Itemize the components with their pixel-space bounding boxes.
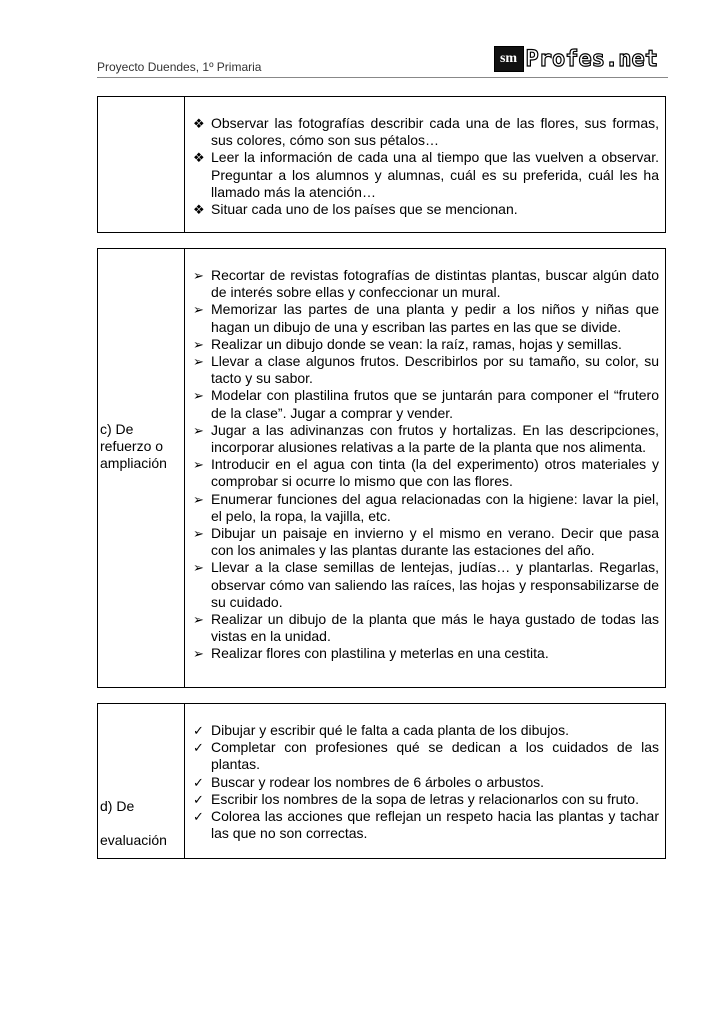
arrow-bullet-icon: ➢ — [193, 560, 204, 576]
list-item: ➢ Realizar un dibujo de la planta que más le haya gustado de todas las vistas en la unidad. — [193, 611, 659, 645]
content-cell — [185, 97, 665, 232]
activity-list — [191, 267, 659, 663]
list-item: ✓ Buscar y rodear los nombres de 6 árboles o arbustos. — [193, 773, 545, 790]
activity-list — [191, 115, 659, 218]
arrow-bullet-icon: ➢ — [193, 268, 204, 283]
list-item: ❖ Situar cada uno de los países que se mencionan. — [193, 201, 518, 218]
section-label: c) De refuerzo o ampliación — [100, 421, 167, 471]
arrow-bullet-icon: ➢ — [193, 526, 204, 542]
list-item: ✓ Escribir los nombres de la sopa de letras y relacionarlos con su fruto. — [193, 790, 639, 807]
check-bullet-icon: ✓ — [193, 809, 204, 825]
profes-net-logo — [494, 44, 658, 74]
list-item: ➢ Jugar a las adivinanzas con frutos y hortalizas. En las descripciones, incorporar alusiones relativas a la parte de la planta que nos alimenta. — [193, 421, 659, 456]
label-cell — [98, 97, 185, 232]
arrow-bullet-icon: ➢ — [193, 612, 204, 628]
page-header — [97, 46, 668, 78]
diamond-bullet-icon: ❖ — [193, 150, 205, 166]
activities-table-3 — [97, 703, 666, 859]
arrow-bullet-icon: ➢ — [193, 646, 204, 662]
list-item: ➢ Recortar de revistas fotografías de distintas plantas, buscar algún dato de interés sobre ellas y confeccionar un mural. — [193, 267, 659, 301]
arrow-bullet-icon: ➢ — [193, 302, 204, 318]
list-item: ➢ Llevar a clase algunos frutos. Describirlos por su tamaño, su color, su tacto y su sabor. — [193, 353, 659, 387]
list-item: ✓ Dibujar y escribir qué le falta a cada planta de los dibujos. — [193, 722, 569, 738]
list-item: ➢ Introducir en el agua con tinta (la del experimento) otros materiales y comprobar si ocurre lo mismo que con las flores. — [193, 456, 659, 490]
list-item: ➢ Enumerar funciones del agua relacionadas con la higiene: lavar la piel, el pelo, la ropa, la vajilla, etc. — [193, 490, 659, 524]
arrow-bullet-icon: ➢ — [193, 354, 204, 370]
label-cell — [98, 704, 185, 858]
list-item: ❖ Leer la información de cada una al tiempo que las vuelven a observar. Preguntar a los alumnos y alumnas, cuál es su preferida, cuál les ha llamado más la atención… — [193, 149, 659, 200]
list-item: ➢ Memorizar las partes de una planta y pedir a los niños y niñas que hagan un dibujo de una y escriban las partes en las que se divide. — [193, 301, 659, 335]
arrow-bullet-icon: ➢ — [193, 457, 204, 473]
diamond-bullet-icon: ❖ — [193, 202, 205, 218]
logo-wordmark: Profes.net — [525, 46, 658, 72]
check-bullet-icon: ✓ — [193, 723, 204, 738]
label-cell — [98, 249, 185, 687]
list-item: ✓ Completar con profesiones qué se dedican a los cuidados de las plantas. — [193, 739, 659, 773]
list-item: ➢ Llevar a la clase semillas de lentejas, judías… y plantarlas. Regarlas, observar cómo van saliendo las raíces, las hojas y responsabilizarse de su cuidado. — [193, 559, 659, 610]
activities-table-2 — [97, 248, 666, 688]
list-item: ➢ Dibujar un paisaje en invierno y el mismo en verano. Decir que pasa con los animales y las plantas durante las estaciones del año. — [193, 525, 659, 559]
content-cell — [185, 704, 665, 858]
arrow-bullet-icon: ➢ — [193, 336, 204, 352]
arrow-bullet-icon: ➢ — [193, 422, 204, 438]
activity-list — [191, 722, 659, 842]
activities-table-1 — [97, 96, 666, 233]
list-item: ❖ Observar las fotografías describir cada una de las flores, sus formas, sus colores, cómo son sus pétalos… — [193, 115, 659, 149]
check-bullet-icon: ✓ — [193, 791, 204, 807]
diamond-bullet-icon: ❖ — [193, 116, 205, 131]
list-item: ➢ Modelar con plastilina frutos que se juntarán para componer el “frutero de la clase”. Jugar a comprar y vender. — [193, 387, 659, 421]
list-item: ✓ Colorea las acciones que reflejan un respeto hacia las plantas y tachar las que no son correctas. — [193, 808, 659, 842]
check-bullet-icon: ✓ — [193, 774, 204, 790]
header-divider — [97, 77, 668, 78]
document-title: Proyecto Duendes, 1º Primaria — [97, 60, 262, 74]
section-label: d) De evaluación — [100, 798, 167, 848]
sm-logo-mark: sm — [494, 46, 524, 72]
list-item: ➢ Realizar un dibujo donde se vean: la raíz, ramas, hojas y semillas. — [193, 335, 622, 352]
arrow-bullet-icon: ➢ — [193, 388, 204, 404]
list-item: ➢ Realizar flores con plastilina y meterlas en una cestita. — [193, 645, 549, 662]
content-cell — [185, 249, 665, 687]
arrow-bullet-icon: ➢ — [193, 491, 204, 507]
check-bullet-icon: ✓ — [193, 740, 204, 756]
